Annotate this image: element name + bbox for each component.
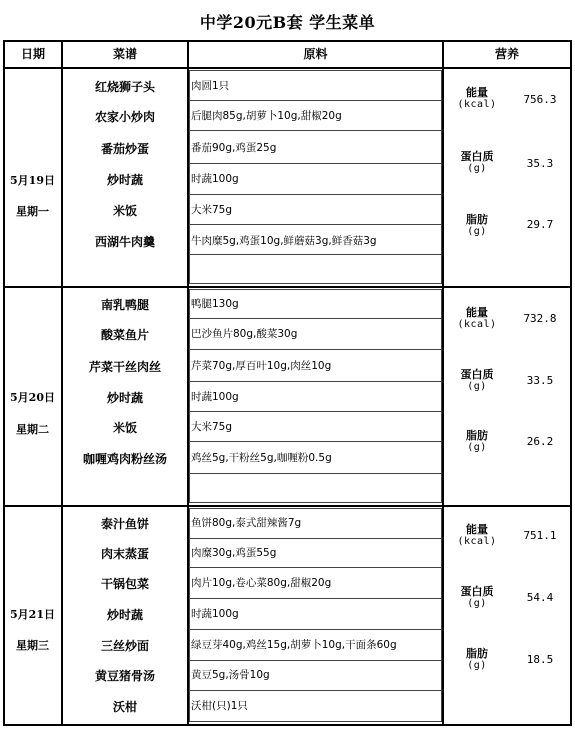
nutrition-unit: (kcal) [457,99,497,110]
dish-name: 三丝炒面 [100,639,149,653]
nutrition-label: 蛋白质 [460,585,494,598]
cell-border [189,70,442,71]
nutrition-unit: (g) [467,660,487,671]
cell-border [189,660,442,661]
dish-ingredients: 肉圆1只 [191,80,230,92]
nutrition-label: 脂肪 [466,429,488,442]
nutrition-value: 35.3 [526,157,554,170]
dish-ingredients: 番茄90g,鸡蛋25g [191,142,277,154]
dish-name: 红烧狮子头 [94,80,155,94]
dish-ingredients: 肉片10g,卷心菜80g,甜椒20g [191,577,332,589]
dish-name: 酸菜鱼片 [100,328,149,342]
dish-ingredients: 时蔬100g [191,173,239,185]
nutrition-value: 29.7 [526,218,554,231]
dish-name: 炒时蔬 [106,391,143,405]
cell-border [189,411,442,412]
dish-ingredients: 沃柑(只)1只 [191,700,248,712]
cell-border [189,441,442,442]
cell-border [189,289,442,290]
cell-border [189,130,442,131]
column-divider [61,40,63,726]
dish-ingredients: 时蔬100g [191,608,239,620]
dish-name: 沃柑 [112,700,137,714]
cell-border [441,289,442,503]
day-divider [3,286,572,288]
cell-border [441,70,442,284]
nutrition-value: 751.1 [523,529,557,542]
cell-border [189,508,442,509]
table-border-bottom [3,724,572,726]
nutrition-unit: (g) [467,442,487,453]
cell-border [189,70,190,284]
dish-name: 干锅包菜 [100,577,149,591]
dish-ingredients: 鱼饼80g,泰式甜辣酱7g [191,517,302,529]
cell-border [189,381,442,382]
dish-name: 黄豆猪骨汤 [94,669,155,683]
day-divider [3,505,572,507]
nutrition-label: 蛋白质 [460,368,494,381]
nutrition-unit: (g) [467,163,487,174]
cell-border [189,721,442,722]
nutrition-unit: (kcal) [457,536,497,547]
nutrition-label: 能量 [466,523,488,536]
dish-ingredients: 时蔬100g [191,391,239,403]
dish-name: 农家小炒肉 [94,110,155,124]
cell-border [189,289,190,503]
cell-border [189,598,442,599]
header-date: 日期 [20,47,45,61]
day-date: 5月21日 [10,608,55,621]
dish-ingredients: 肉糜30g,鸡蛋55g [191,547,277,559]
dish-ingredients: 黄豆5g,汤骨10g [191,669,270,681]
nutrition-value: 18.5 [526,653,554,666]
cell-border [189,473,442,474]
cell-border [189,100,442,101]
dish-name: 炒时蔬 [106,608,143,622]
dish-ingredients: 芹菜70g,厚百叶10g,肉丝10g [191,360,332,372]
dish-name: 米饭 [112,421,137,435]
dish-name: 泰汁鱼饼 [100,517,149,531]
nutrition-label: 脂肪 [466,213,488,226]
cell-border [189,163,442,164]
header-divider [3,67,572,69]
dish-name: 南乳鸭腿 [100,298,149,312]
dish-ingredients: 牛肉糜5g,鸡蛋10g,鲜蘑菇3g,鲜香菇3g [191,235,377,247]
dish-ingredients: 大米75g [191,421,233,433]
nutrition-value: 732.8 [523,312,557,325]
dish-ingredients: 大米75g [191,204,233,216]
dish-ingredients: 后腿肉85g,胡萝卜10g,甜椒20g [191,110,342,122]
nutrition-unit: (g) [467,226,487,237]
cell-border [189,224,442,225]
dish-ingredients: 鸭腿130g [191,298,239,310]
day-weekday: 星期一 [16,205,49,218]
nutrition-value: 54.4 [526,591,554,604]
table-border-right [570,40,572,726]
cell-border [189,194,442,195]
nutrition-unit: (kcal) [457,319,497,330]
cell-border [189,690,442,691]
nutrition-value: 33.5 [526,374,554,387]
dish-name: 咖喱鸡肉粉丝汤 [82,452,167,466]
cell-border [189,283,442,284]
nutrition-unit: (g) [467,598,487,609]
cell-border [189,349,442,350]
day-weekday: 星期二 [16,423,49,436]
nutrition-label: 能量 [466,306,488,319]
dish-name: 西湖牛肉羹 [94,235,155,249]
dish-ingredients: 鸡丝5g,干粉丝5g,咖喱粉0.5g [191,452,332,464]
header-ingredients: 原料 [303,47,328,61]
nutrition-unit: (g) [467,381,487,392]
table-border-left [3,40,5,726]
cell-border [189,254,442,255]
dish-name: 肉末蒸蛋 [100,547,149,561]
cell-border [189,502,442,503]
dish-name: 炒时蔬 [106,173,143,187]
dish-name: 米饭 [112,204,137,218]
menu-title: 中学20元B套 学生菜单 [199,13,376,32]
dish-name: 芹菜干丝肉丝 [88,360,161,374]
nutrition-label: 蛋白质 [460,150,494,163]
day-date: 5月20日 [10,391,55,404]
cell-border [189,629,442,630]
header-dish: 菜谱 [112,47,137,61]
dish-ingredients: 巴沙鱼片80g,酸菜30g [191,328,298,340]
dish-name: 番茄炒蛋 [100,142,149,156]
header-nutrition: 营养 [494,47,519,61]
day-weekday: 星期三 [16,639,49,652]
cell-border [189,538,442,539]
day-date: 5月19日 [10,174,55,187]
cell-border [189,318,442,319]
dish-ingredients: 绿豆芽40g,鸡丝15g,胡萝卜10g,干面条60g [191,639,397,651]
nutrition-value: 26.2 [526,435,554,448]
cell-border [189,567,442,568]
column-divider [442,40,444,726]
nutrition-value: 756.3 [523,93,557,106]
nutrition-label: 脂肪 [466,647,488,660]
nutrition-label: 能量 [466,86,488,99]
